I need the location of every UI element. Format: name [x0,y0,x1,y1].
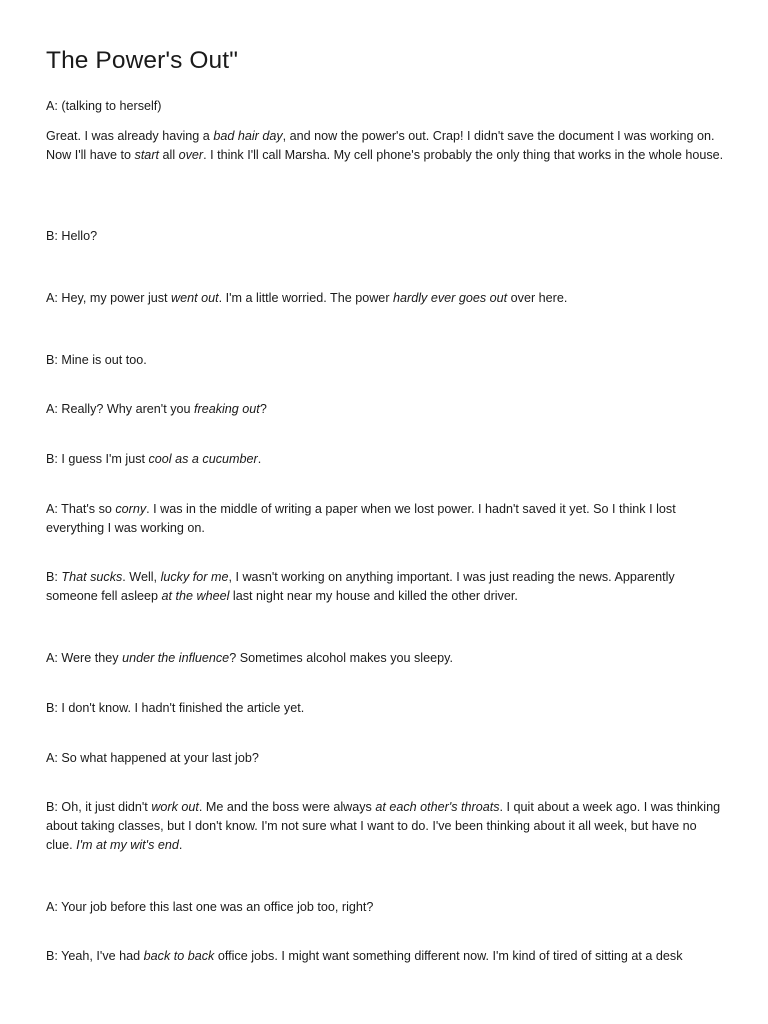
text-run: over here. [507,291,568,305]
text-run: . [257,452,262,466]
text-run: B: Mine is out too. [46,353,147,367]
text-run: all [159,148,179,162]
text-run: A: Hey, my power just [46,291,172,305]
idiom-phrase: bad hair day [213,129,283,143]
idiom-phrase: hardly ever goes out [393,291,508,305]
idiom-phrase: lucky for me [160,570,229,584]
text-run: . I'm a little worried. The power [218,291,394,305]
text-run: , and now the power's out. Crap! I didn't save the document I was working on. Now I'll have to [46,129,715,162]
dialogue-paragraph [46,749,726,768]
dialogue-paragraph [46,699,726,718]
text-run: A: So what happened at your last job? [46,751,259,765]
text-run: . Well, [122,570,161,584]
text-run: last night near my house and killed the other driver. [229,589,518,603]
idiom-phrase: cool as a cucumber [148,452,258,466]
text-run: A: Really? Why aren't you [46,402,194,416]
text-run: Great. I was already having a [46,129,214,143]
text-run: . Me and the boss were always [198,800,376,814]
idiom-phrase: went out [171,291,219,305]
idiom-phrase: corny [115,502,147,516]
dialogue-paragraph [46,400,726,419]
text-run: A: That's so [46,502,116,516]
idiom-phrase: I'm at my wit's end [76,838,179,852]
dialogue-paragraph [46,500,726,538]
dialogue-paragraph [46,227,726,246]
text-run: B: [46,570,62,584]
text-run: B: I don't know. I hadn't finished the article yet. [46,701,305,715]
idiom-phrase: over [178,148,204,162]
document-page [46,44,726,963]
idiom-phrase: at the wheel [161,589,230,603]
idiom-phrase: at each other's throats [375,800,500,814]
dialogue-paragraph [46,351,726,370]
text-run: . [178,838,183,852]
idiom-phrase: under the influence [122,651,230,665]
dialogue-paragraph [46,450,726,469]
text-run: ? Sometimes alcohol makes you sleepy. [229,651,453,665]
idiom-phrase: back to back [143,949,215,963]
text-run: B: Oh, it just didn't [46,800,152,814]
dialogue-paragraph [46,127,726,165]
text-run: A: (talking to herself) [46,99,162,113]
idiom-phrase: freaking out [194,402,260,416]
dialogue-paragraph [46,798,726,855]
text-run: B: Hello? [46,229,98,243]
text-run: . I think I'll call Marsha. My cell phone's probably the only thing that works in the whole house. [203,148,724,162]
document-title: The Power's Out" [46,47,238,74]
text-run: office jobs. I might want something different now. I'm kind of tired of sitting at a desk [214,949,683,963]
text-run: B: Yeah, I've had [46,949,144,963]
dialogue-paragraph [46,568,726,606]
dialogue-paragraph [46,649,726,668]
dialogue-paragraph [46,97,726,116]
text-run: . I was in the middle of writing a paper when we lost power. I hadn't saved it yet. So I think I lost everything I was working on. [46,502,676,535]
text-run: , I wasn't working on anything important. I was just reading the news. Apparently someone fell asleep [46,570,675,603]
text-run: A: Your job before this last one was an office job too, right? [46,900,374,914]
text-run: ? [259,402,267,416]
dialogue-paragraph [46,898,726,917]
text-run: B: I guess I'm just [46,452,149,466]
idiom-phrase: That sucks [61,570,123,584]
idiom-phrase: work out [151,800,199,814]
text-run: A: Were they [46,651,123,665]
dialogue-paragraph [46,289,726,308]
idiom-phrase: start [134,148,160,162]
text-run: . I quit about a week ago. I was thinking about taking classes, but I don't know. I'm not sure what I want to do. I've been thinking about it all week, but have no clue. [46,800,721,852]
dialogue-paragraph [46,947,726,966]
